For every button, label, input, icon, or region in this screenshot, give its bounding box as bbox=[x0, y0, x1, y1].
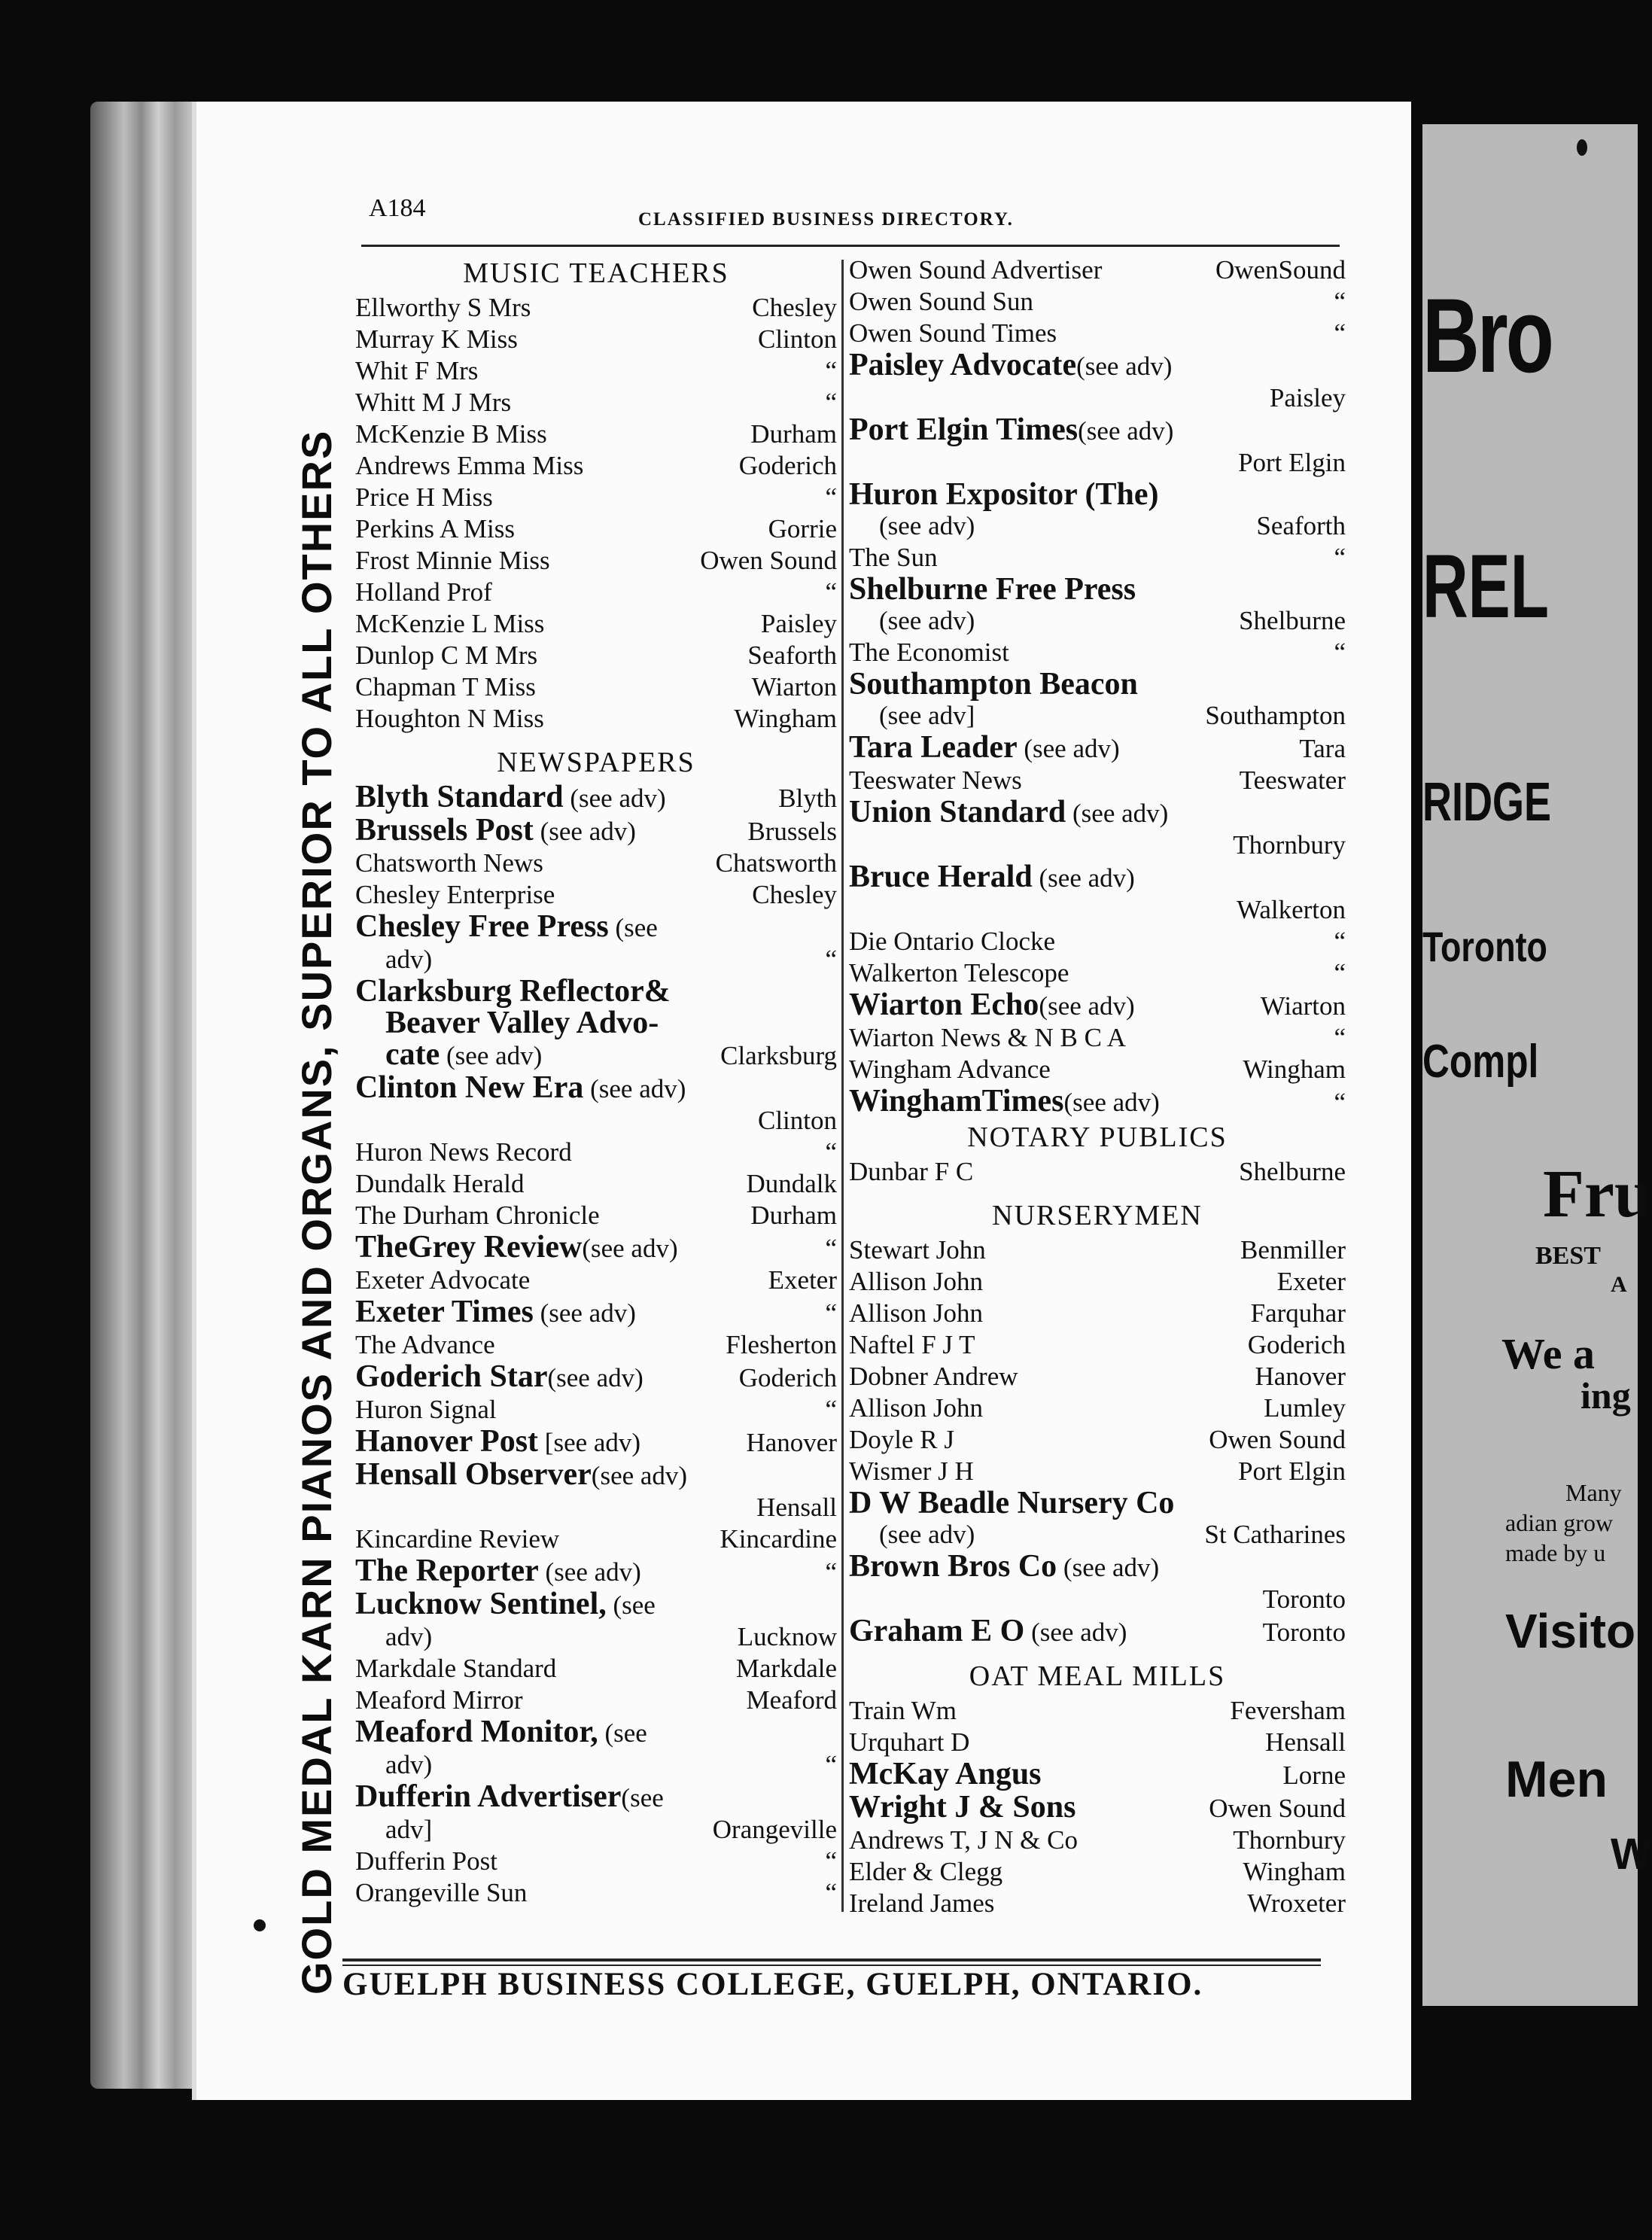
list-item: Markdale Standard Markdale bbox=[355, 1654, 837, 1683]
list-item: Goderich Star(see adv) Goderich bbox=[355, 1359, 837, 1394]
list-item-cont: (see adv] Southampton bbox=[879, 701, 1346, 730]
list-item-cont: (see adv) St Catharines bbox=[879, 1520, 1346, 1549]
list-item: Wiarton News & N B C A “ bbox=[849, 1023, 1346, 1052]
list-item: Bruce Herald (see adv) bbox=[849, 860, 1135, 894]
list-item: Meaford Monitor, (see bbox=[355, 1715, 647, 1749]
list-item: Exeter Advocate Exeter bbox=[355, 1265, 837, 1295]
ad-fragment: Toronto bbox=[1422, 923, 1547, 970]
list-item: Houghton N Miss Wingham bbox=[355, 704, 837, 733]
list-item: Wismer J H Port Elgin bbox=[849, 1456, 1346, 1486]
list-item: Hensall Observer(see adv) bbox=[355, 1457, 688, 1492]
ad-fragment: W bbox=[1611, 1830, 1652, 1879]
list-item: Walkerton Telescope “ bbox=[849, 958, 1346, 988]
list-item: Chatsworth News Chatsworth bbox=[355, 848, 837, 878]
list-item: Whit F Mrs “ bbox=[355, 356, 837, 385]
list-item: Wright J & Sons Owen Sound bbox=[849, 1790, 1346, 1825]
list-item: Chesley Free Press (see bbox=[355, 909, 658, 944]
list-item: Chesley Enterprise Chesley bbox=[355, 880, 837, 909]
list-item: Graham E O (see adv) Toronto bbox=[849, 1614, 1346, 1648]
list-item: Naftel F J T Goderich bbox=[849, 1330, 1346, 1359]
list-item: Allison John Lumley bbox=[849, 1393, 1346, 1423]
ad-fragment: Bro bbox=[1422, 276, 1552, 394]
list-item: Shelburne Free Press bbox=[849, 572, 1136, 607]
list-item: Dunlop C M Mrs Seaforth bbox=[355, 641, 837, 670]
section-heading-oat-meal-mills: OAT MEAL MILLS bbox=[969, 1660, 1226, 1692]
list-item: Ireland James Wroxeter bbox=[849, 1888, 1346, 1918]
list-item-cont: Hensall bbox=[756, 1493, 837, 1522]
list-item: Dunbar F C Shelburne bbox=[849, 1157, 1346, 1186]
list-item: Doyle R J Owen Sound bbox=[849, 1425, 1346, 1454]
list-item: TheGrey Review(see adv) “ bbox=[355, 1230, 837, 1265]
list-item: Dobner Andrew Hanover bbox=[849, 1362, 1346, 1391]
right-column bbox=[849, 254, 1346, 1919]
list-item: Andrews T, J N & Co Thornbury bbox=[849, 1825, 1346, 1855]
ad-fragment: RIDGE bbox=[1422, 772, 1552, 832]
ad-fragment: Fru bbox=[1543, 1157, 1652, 1231]
list-item: Wingham Advance Wingham bbox=[849, 1055, 1346, 1084]
running-header: CLASSIFIED BUSINESS DIRECTORY. bbox=[638, 209, 1014, 230]
list-item: Urquhart D Hensall bbox=[849, 1727, 1346, 1757]
left-column bbox=[355, 254, 837, 1909]
list-item: Dufferin Advertiser(see bbox=[355, 1779, 664, 1814]
list-item: McKay Angus Lorne bbox=[849, 1757, 1346, 1791]
section-heading-nurserymen: NURSERYMEN bbox=[992, 1200, 1203, 1231]
list-item: Die Ontario Clocke “ bbox=[849, 927, 1346, 956]
list-item: Lucknow Sentinel, (see bbox=[355, 1587, 656, 1621]
facing-advert-page bbox=[1422, 124, 1652, 2006]
footer-rule bbox=[342, 1958, 1321, 1962]
section-heading-music-teachers: MUSIC TEACHERS bbox=[463, 257, 729, 289]
list-item: Paisley Advocate(see adv) bbox=[849, 348, 1173, 382]
list-item: Owen Sound Sun “ bbox=[849, 287, 1346, 316]
ad-fragment: adian grow bbox=[1505, 1509, 1614, 1536]
list-item: Perkins A Miss Gorrie bbox=[355, 514, 837, 543]
list-item: Kincardine Review Kincardine bbox=[355, 1524, 837, 1554]
ad-fragment: A bbox=[1611, 1272, 1627, 1297]
list-item: Brussels Post (see adv) Brussels bbox=[355, 813, 837, 848]
list-item-cont: Toronto bbox=[1262, 1584, 1346, 1614]
list-item: Allison John Exeter bbox=[849, 1267, 1346, 1296]
list-item: Elder & Clegg Wingham bbox=[849, 1857, 1346, 1886]
list-item: D W Beadle Nursery Co bbox=[849, 1486, 1175, 1520]
list-item: The Sun “ bbox=[849, 543, 1346, 572]
list-item-cont: (see adv) Seaforth bbox=[879, 511, 1346, 540]
list-item: Southampton Beacon bbox=[849, 667, 1138, 702]
ad-fragment: Many bbox=[1565, 1479, 1622, 1506]
list-item-cont: Paisley bbox=[1269, 383, 1346, 412]
section-heading-newspapers: NEWSPAPERS bbox=[497, 747, 695, 778]
list-item: Andrews Emma Miss Goderich bbox=[355, 451, 837, 480]
list-item: McKenzie B Miss Durham bbox=[355, 419, 837, 449]
ad-fragment: Visito bbox=[1505, 1604, 1636, 1658]
list-item-cont: adv] Orangeville bbox=[385, 1815, 837, 1844]
list-item: Dufferin Post “ bbox=[355, 1846, 837, 1876]
list-item: Whitt M J Mrs “ bbox=[355, 388, 837, 417]
list-item: Teeswater News Teeswater bbox=[849, 765, 1346, 795]
list-item-cont: adv) “ bbox=[385, 1750, 837, 1779]
list-item: The Durham Chronicle Durham bbox=[355, 1201, 837, 1230]
column-rule bbox=[841, 260, 844, 1912]
book-fore-edge bbox=[90, 102, 203, 2089]
list-item: Dundalk Herald Dundalk bbox=[355, 1169, 837, 1198]
page-number: A184 bbox=[369, 194, 426, 222]
list-item: Tara Leader (see adv) Tara bbox=[849, 730, 1346, 765]
margin-bullet bbox=[254, 1919, 266, 1931]
ad-fragment: We a bbox=[1501, 1329, 1596, 1378]
footer-advert-guelph-college: GUELPH BUSINESS COLLEGE, GUELPH, ONTARIO. bbox=[342, 1967, 1203, 2002]
list-item: Blyth Standard (see adv) Blyth bbox=[355, 780, 837, 814]
ad-fragment: ing bbox=[1581, 1374, 1631, 1417]
list-item-cont: Thornbury bbox=[1233, 830, 1346, 860]
list-item: Price H Miss “ bbox=[355, 482, 837, 512]
list-item: Murray K Miss Clinton bbox=[355, 324, 837, 354]
list-item: Stewart John Benmiller bbox=[849, 1235, 1346, 1265]
list-item: The Advance Flesherton bbox=[355, 1330, 837, 1359]
list-item-cont: adv) Lucknow bbox=[385, 1622, 837, 1651]
ink-dot bbox=[1577, 139, 1587, 156]
list-item-cont: (see adv) Shelburne bbox=[879, 606, 1346, 635]
list-item: WinghamTimes(see adv) “ bbox=[849, 1084, 1346, 1118]
list-item: Clinton New Era (see adv) bbox=[355, 1070, 686, 1105]
list-item: Chapman T Miss Wiarton bbox=[355, 672, 837, 702]
list-item: Port Elgin Times(see adv) bbox=[849, 412, 1174, 447]
list-item: Clarksburg Reflector& bbox=[355, 974, 671, 1009]
list-item: Owen Sound Advertiser OwenSound bbox=[849, 255, 1346, 285]
list-item-cont: adv) “ bbox=[385, 945, 837, 974]
list-item: Union Standard (see adv) bbox=[849, 795, 1169, 829]
list-item: Brown Bros Co (see adv) bbox=[849, 1549, 1160, 1584]
list-item: Huron News Record “ bbox=[355, 1137, 837, 1167]
list-item-cont: Walkerton bbox=[1237, 895, 1346, 924]
list-item: Ellworthy S Mrs Chesley bbox=[355, 293, 837, 322]
list-item: Huron Expositor (The) bbox=[849, 477, 1159, 512]
list-item-cont: Clinton bbox=[757, 1106, 837, 1135]
list-item-cont: Beaver Valley Advo- bbox=[385, 1006, 659, 1040]
list-item: Holland Prof “ bbox=[355, 577, 837, 607]
list-item: The Reporter (see adv) “ bbox=[355, 1554, 837, 1588]
list-item: The Economist “ bbox=[849, 638, 1346, 667]
ad-fragment: Compl bbox=[1422, 1036, 1539, 1088]
list-item: Exeter Times (see adv) “ bbox=[355, 1295, 837, 1329]
list-item: Meaford Mirror Meaford bbox=[355, 1685, 837, 1715]
list-item: Wiarton Echo(see adv) Wiarton bbox=[849, 988, 1346, 1022]
ad-fragment: made by u bbox=[1505, 1539, 1606, 1566]
ad-fragment: Men bbox=[1505, 1751, 1608, 1808]
list-item: Orangeville Sun “ bbox=[355, 1878, 837, 1907]
list-item: McKenzie L Miss Paisley bbox=[355, 609, 837, 638]
list-item: Allison John Farquhar bbox=[849, 1298, 1346, 1328]
ad-fragment: REL bbox=[1422, 536, 1549, 637]
list-item: Hanover Post [see adv) Hanover bbox=[355, 1424, 837, 1459]
list-item: Huron Signal “ bbox=[355, 1395, 837, 1424]
ad-fragment: BEST bbox=[1535, 1242, 1601, 1270]
header-rule bbox=[361, 245, 1340, 247]
side-advert-karn-pianos: GOLD MEDAL KARN PIANOS AND ORGANS, SUPERIOR TO ALL OTHERS bbox=[293, 429, 340, 1995]
list-item: Train Wm Feversham bbox=[849, 1696, 1346, 1725]
list-item-cont: cate (see adv) Clarksburg bbox=[385, 1037, 837, 1072]
list-item-cont: Port Elgin bbox=[1238, 448, 1346, 477]
list-item: Frost Minnie Miss Owen Sound bbox=[355, 546, 837, 575]
list-item: Owen Sound Times “ bbox=[849, 318, 1346, 348]
section-heading-notary-publics: NOTARY PUBLICS bbox=[967, 1122, 1228, 1153]
